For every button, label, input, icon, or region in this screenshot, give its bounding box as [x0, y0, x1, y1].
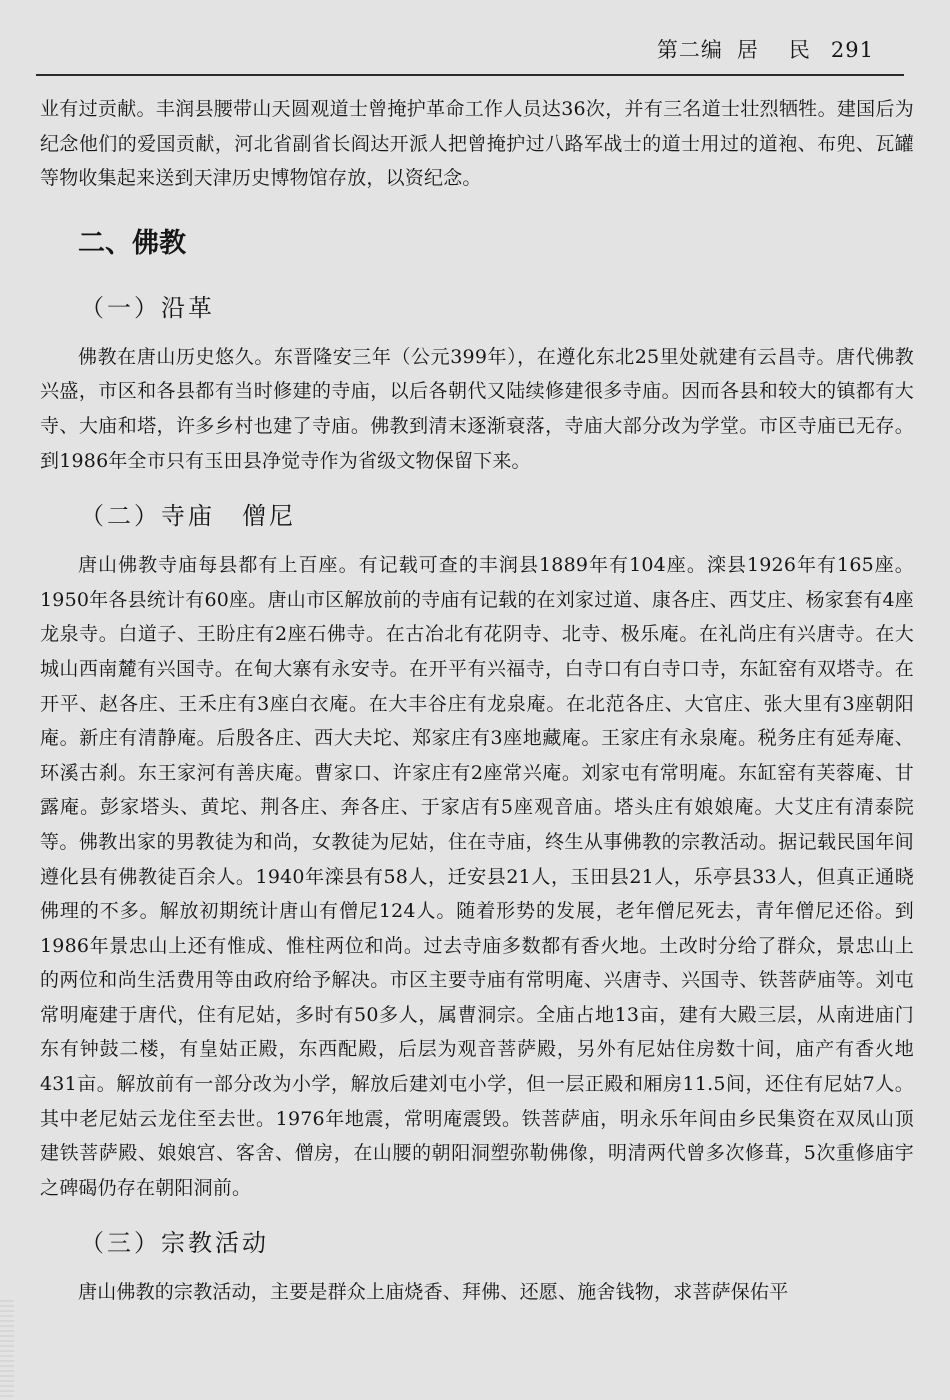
page-header	[36, 28, 904, 76]
page-body	[40, 92, 914, 1310]
paragraph-temples: 唐山佛教寺庙每县都有上百座。有记载可查的丰润县1889年有104座。滦县1926年有165座。1950年各县统计有60座。唐山市区解放前的寺庙有记载的在刘家过道、康各庄、西艾庄、杨家套有4座龙泉寺。白道子、王盼庄有2座石佛寺。在古冶北有花阴寺、北寺、极乐庵。在礼尚庄有兴唐寺。在大城山西南麓有兴国寺。在甸大寨有永安寺。在开平有兴福寺，白寺口有白寺口寺，东缸窑有双塔寺。在开平、赵各庄、王禾庄有3座白衣庵。在大丰谷庄有龙泉庵。在北范各庄、大官庄、张大里有3座朝阳庵。新庄有清静庵。后殷各庄、西大夫坨、郑家庄有3座地藏庵。王家庄有永泉庵。税务庄有延寿庵、环溪古刹。东王家河有善庆庵。曹家口、许家庄有2座常兴庵。刘家屯有常明庵。东缸窑有芙蓉庵、甘露庵。彭家塔头、黄坨、荆各庄、奔各庄、于家店有5座观音庙。塔头庄有娘娘庵。大艾庄有清泰院等。佛教出家的男教徒为和尚，女教徒为尼姑，住在寺庙，终生从事佛教的宗教活动。据记载民国年间遵化县有佛教徒百余人。1940年滦县有58人，迁安县21人，玉田县21人，乐亭县33人，但真正通晓佛理的不多。解放初期统计唐山有僧尼124人。随着形势的发展，老年僧尼死去，青年僧尼还俗。到1986年景忠山上还有惟成、惟柱两位和尚。过去寺庙多数都有香火地。土改时分给了群众，景忠山上的两位和尚生活费用等由政府给予解决。市区主要寺庙有常明庵、兴唐寺、兴国寺、铁菩萨庙等。刘屯常明庵建于唐代，住有尼姑，多时有50多人，属曹洞宗。全庙占地13亩，建有大殿三层，从南进庙门东有钟鼓二楼，有皇姑正殿，东西配殿，后层为观音菩萨殿，另外有尼姑住房数十间，庙产有香火地431亩。解放前有一部分改为小学，解放后建刘屯小学，但一层正殿和厢房11.5间，还住有尼姑7人。其中老尼姑云龙住至去世。1976年地震，常明庵震毁。铁菩萨庙，明永乐年间由乡民集资在双凤山顶建铁菩萨殿、娘娘宫、客舍、僧房，在山腰的朝阳洞塑弥勒佛像，明清两代曾多次修葺，5次重修庙宇之碑碣仍存在朝阳洞前。	[40, 554, 914, 1199]
paragraph-activities: 唐山佛教的宗教活动，主要是群众上庙烧香、拜佛、还愿、施舍钱物，求菩萨保佑平	[78, 1281, 789, 1304]
paragraph-history: 佛教在唐山历史悠久。东晋隆安三年（公元399年），在遵化东北25里处就建有云昌寺。唐代佛教兴盛，市区和各县都有当时修建的寺庙，以后各朝代又陆续修建很多寺庙。因而各县和较大的镇都有大寺、大庙和塔，许多乡村也建了寺庙。佛教到清末逐渐衰落，寺庙大部分改为学堂。市区寺庙已无存。到1986年全市只有玉田县净觉寺作为省级文物保留下来。	[40, 345, 914, 472]
scan-edge-artifact	[0, 1300, 14, 1400]
subsection-heading-activities: （三）宗教活动	[80, 1229, 269, 1258]
subsection-heading-history: （一）沿革	[80, 293, 215, 322]
subsection-heading-temples: （二）寺庙 僧尼	[80, 502, 296, 531]
section-heading: 二、佛教	[78, 227, 186, 259]
paragraph-continued: 业有过贡献。丰润县腰带山天圆观道士曾掩护革命工作人员达36次，并有三名道士壮烈牺牲。建国后为纪念他们的爱国贡献，河北省副省长阎达开派人把曾掩护过八路军战士的道士用过的道袍、布兜、瓦罐等物收集起来送到天津历史博物馆存放，以资纪念。	[40, 98, 914, 190]
page-number: 291	[830, 38, 874, 62]
part-label: 第二编	[656, 38, 723, 62]
chapter-title-char-2: 民	[788, 38, 811, 62]
chapter-title-char-1: 居	[736, 38, 759, 62]
running-head	[657, 34, 874, 64]
